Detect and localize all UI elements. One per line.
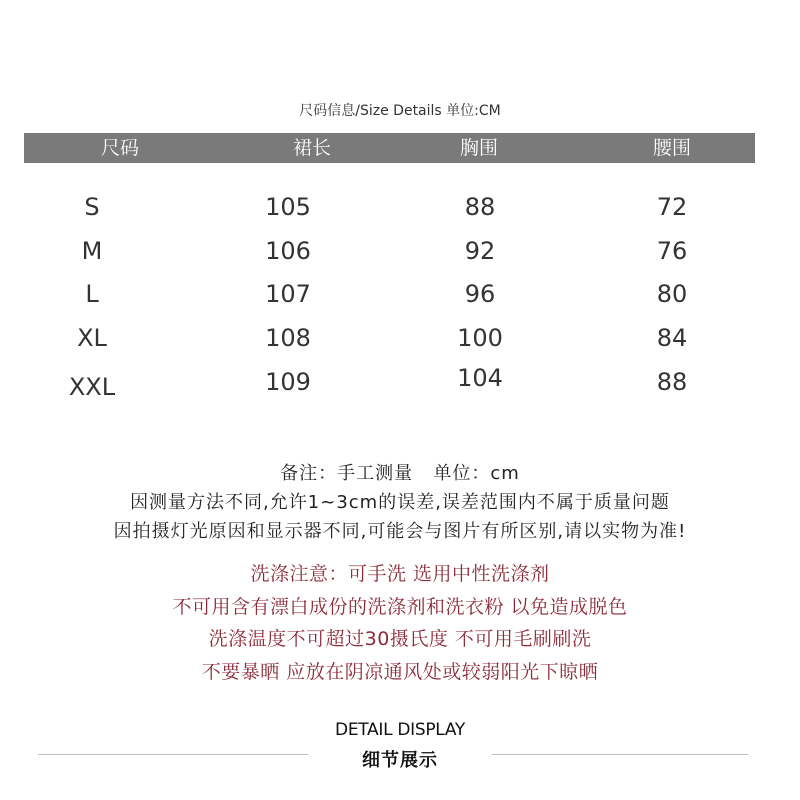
detail-display-title: DETAIL DISPLAY: [335, 720, 465, 740]
tolerance-note: 因测量方法不同,允许1~3cm的误差,误差范围内不属于质量问题: [130, 492, 670, 513]
size-cell: S: [84, 193, 100, 221]
size-cell: L: [85, 280, 99, 308]
size-cell: XL: [77, 324, 107, 352]
care-instruction: 洗涤注意：可手洗 选用中性洗涤剂: [250, 563, 550, 585]
header-skirt-length: 裙长: [292, 137, 331, 159]
size-table-header: [24, 133, 755, 163]
size-cell: M: [81, 237, 103, 265]
skirt-length-cell: 106: [265, 237, 311, 265]
waist-cell: 72: [656, 193, 688, 221]
size-details-subtitle: 尺码信息/Size Details 单位:CM: [299, 103, 501, 119]
care-instruction: 不要暴晒 应放在阴凉通风处或较弱阳光下晾晒: [201, 661, 599, 683]
waist-cell: 88: [656, 368, 688, 396]
bust-cell: 100: [457, 324, 503, 352]
skirt-length-cell: 107: [265, 280, 311, 308]
waist-cell: 76: [656, 237, 688, 265]
bust-cell: 92: [464, 237, 496, 265]
measurement-note: 备注：手工测量 单位：cm: [280, 463, 520, 484]
header-bust: 胸围: [459, 137, 498, 159]
table-row: [0, 231, 800, 271]
table-row: [0, 362, 800, 402]
size-cell: XXL: [68, 373, 116, 401]
header-waist: 腰围: [652, 137, 691, 159]
care-instruction: 不可用含有漂白成份的洗涤剂和洗衣粉 以免造成脱色: [172, 596, 628, 618]
skirt-length-cell: 108: [265, 324, 311, 352]
detail-display-subtitle: 细节展示: [362, 750, 438, 771]
table-row: [0, 187, 800, 227]
bust-cell: 96: [464, 280, 496, 308]
color-difference-note: 因拍摄灯光原因和显示器不同,可能会与图片有所区别,请以实物为准!: [113, 521, 687, 542]
bust-cell: 88: [464, 193, 496, 221]
care-instruction: 洗涤温度不可超过30摄氏度 不可用毛刷刷洗: [208, 628, 592, 650]
waist-cell: 84: [656, 324, 688, 352]
waist-cell: 80: [656, 280, 688, 308]
skirt-length-cell: 109: [265, 368, 311, 396]
skirt-length-cell: 105: [265, 193, 311, 221]
table-row: [0, 318, 800, 358]
table-row: [0, 274, 800, 314]
header-size: 尺码: [100, 137, 139, 159]
bust-cell: 104: [457, 364, 503, 392]
